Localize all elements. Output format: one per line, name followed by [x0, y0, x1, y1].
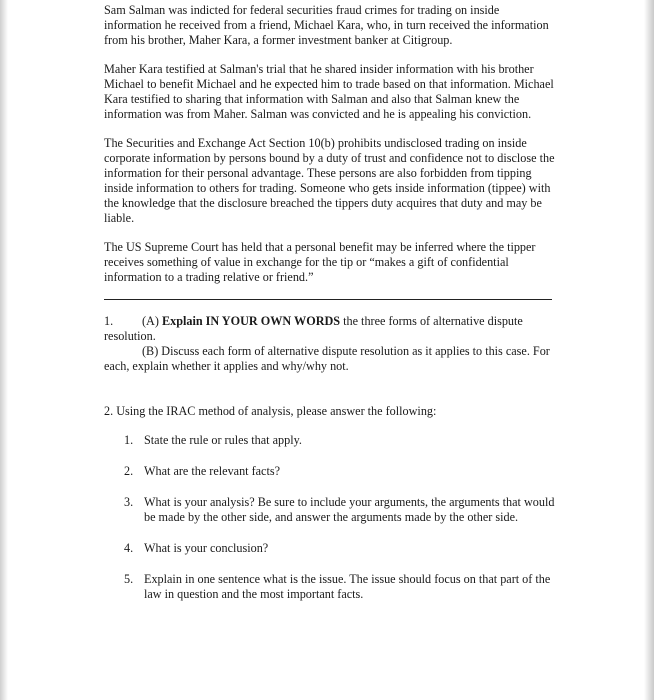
irac-item-number: 4. [124, 541, 134, 555]
question-2-intro: 2. Using the IRAC method of analysis, please answer the following: [104, 404, 437, 418]
irac-item-conclusion [104, 541, 556, 556]
document-page [104, 0, 556, 618]
irac-item-text: State the rule or rules that apply. [144, 433, 302, 447]
question-1-part-b: (B) Discuss each form of alternative dispute resolution as it applies to this case. For each, explain whether it applies and why/why not. [104, 344, 550, 373]
irac-item-number: 2. [124, 464, 134, 478]
irac-item-rule [104, 433, 556, 448]
irac-item-issue [104, 572, 556, 602]
irac-item-text: What is your conclusion? [144, 541, 269, 555]
question-1-number: 1. [104, 314, 114, 328]
irac-item-analysis [104, 495, 556, 525]
paragraph-supreme-court: The US Supreme Court has held that a personal benefit may be inferred where the tipper receives something of value in exchange for the tip or “makes a gift of confidential information to a trading relative or friend.” [104, 240, 536, 284]
question-1a-text: the three forms of alternative dispute resolution. [104, 314, 523, 343]
irac-item-number: 1. [124, 433, 134, 447]
irac-item-facts [104, 464, 556, 479]
paragraph-law-section-10b: The Securities and Exchange Act Section 10(b) prohibits undisclosed trading on inside corporate information by persons bound by a duty of trust and confidence not to disclose the information for their personal advantage. These persons are also forbidden from tipping inside information to others for trading. Someone who gets inside information (tippee) with the knowledge that the disclosure breached the tippers duty acquires that duty and may be liable. [104, 136, 555, 225]
irac-item-text: What are the relevant facts? [144, 464, 281, 478]
question-1a-emphasis: Explain IN YOUR OWN WORDS [161, 314, 341, 328]
page-edge-right [644, 0, 654, 700]
irac-item-number: 3. [124, 495, 134, 509]
question-1-part-a [104, 314, 556, 344]
irac-item-number: 5. [124, 572, 134, 586]
section-divider [104, 299, 552, 300]
question-1a-prefix: (A) [142, 314, 162, 328]
irac-item-text: Explain in one sentence what is the issue. The issue should focus on that part of the law in question and the most important facts. [144, 572, 551, 601]
page-edge-left [0, 0, 8, 700]
paragraph-facts-2: Maher Kara testified at Salman's trial that he shared insider information with his brother Michael to benefit Michael and he expected him to trade based on that information. Michael Kara testified to sharing that information with Salman and also that Salman knew the information was from Maher. Salman was convicted and he is appealing his conviction. [104, 62, 554, 121]
paragraph-facts-1: Sam Salman was indicted for federal securities fraud crimes for trading on inside information he received from a friend, Michael Kara, who, in turn received the information from his brother, Maher Kara, a former investment banker at Citigroup. [104, 3, 549, 47]
irac-item-text: What is your analysis? Be sure to include your arguments, the arguments that would be made by the other side, and answer the arguments made by the other side. [144, 495, 555, 524]
